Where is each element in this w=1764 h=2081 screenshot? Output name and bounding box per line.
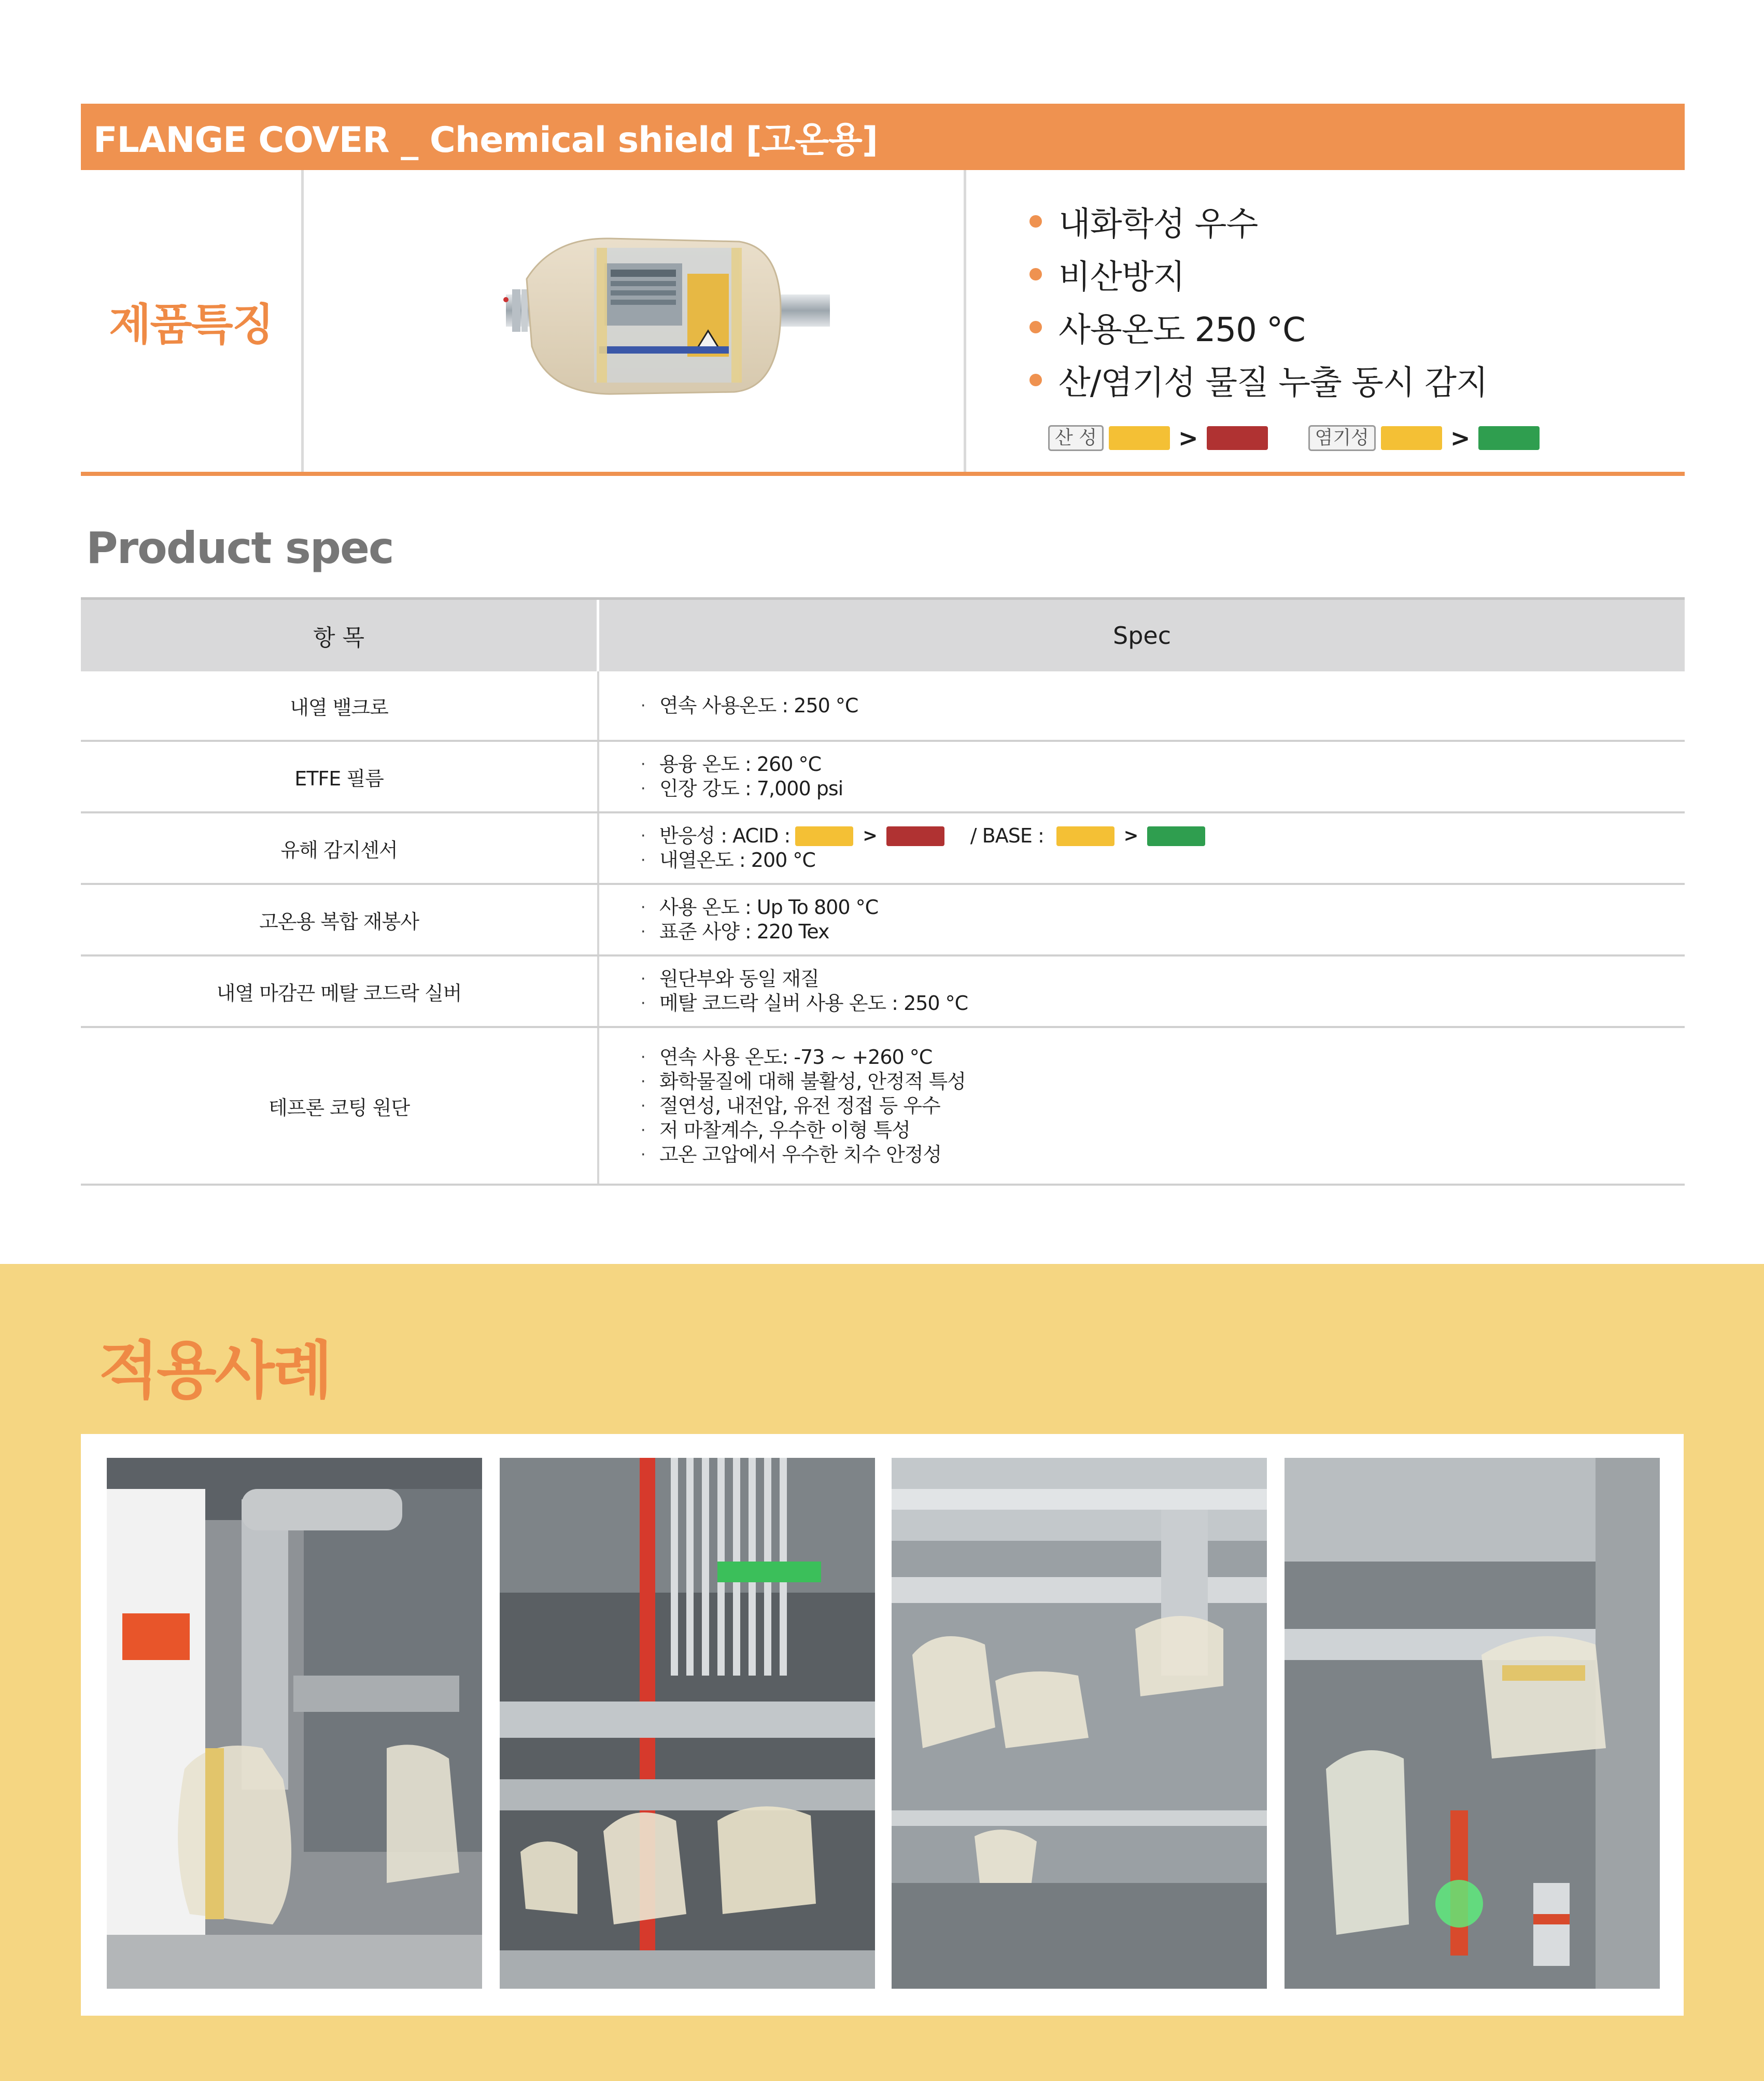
spec-text: 화학물질에 대해 불활성, 안정적 특성 bbox=[659, 1070, 966, 1093]
table-row bbox=[81, 885, 1685, 957]
table-header bbox=[81, 597, 1685, 671]
yellow-swatch bbox=[1109, 426, 1170, 450]
spec-line bbox=[641, 1143, 1685, 1167]
spec-cell bbox=[599, 885, 1685, 954]
spec-line bbox=[641, 1094, 1685, 1118]
table-row bbox=[81, 742, 1685, 813]
green-swatch bbox=[1147, 826, 1205, 846]
spec-line bbox=[641, 1045, 1685, 1070]
spec-text: 원단부와 동일 재질 bbox=[659, 967, 819, 990]
spec-text: 저 마찰계수, 우수한 이형 특성 bbox=[659, 1118, 910, 1142]
spec-line bbox=[641, 694, 1685, 718]
features-label: 제품특징 bbox=[109, 299, 273, 350]
arrow-icon: > bbox=[863, 825, 877, 846]
table-row bbox=[81, 813, 1685, 885]
case-photo-3 bbox=[892, 1458, 1267, 1989]
spec-line bbox=[641, 1118, 1685, 1143]
acid-tag: 산 성 bbox=[1048, 425, 1104, 451]
spec-line bbox=[641, 967, 1685, 991]
spec-line bbox=[641, 824, 1685, 848]
title-bar bbox=[81, 104, 1685, 170]
item-cell: 유해 감지센서 bbox=[81, 813, 599, 883]
spec-text: 고온 고압에서 우수한 치수 안정성 bbox=[659, 1143, 942, 1166]
bullet-icon bbox=[1029, 374, 1042, 386]
divider bbox=[301, 170, 304, 472]
photo-gallery bbox=[81, 1434, 1684, 2016]
spec-text: 사용 온도 : Up To 800 °C bbox=[659, 896, 879, 919]
yellow-swatch bbox=[1056, 826, 1114, 846]
arrow-icon: > bbox=[1123, 825, 1138, 846]
feature-text: 비산방지 bbox=[1059, 258, 1185, 297]
spec-table bbox=[81, 597, 1685, 1186]
bullet-icon: · bbox=[641, 780, 645, 798]
bullet-icon bbox=[1029, 321, 1042, 333]
bullet-icon: · bbox=[641, 923, 645, 941]
spec-text: 표준 사양 : 220 Tex bbox=[659, 920, 829, 943]
application-cases-section bbox=[0, 1264, 1764, 2081]
features-section bbox=[81, 170, 1685, 476]
item-cell: 테프론 코팅 원단 bbox=[81, 1028, 599, 1184]
green-swatch bbox=[1478, 426, 1540, 450]
item-cell: 내열 밸크로 bbox=[81, 671, 599, 740]
case-photo-2 bbox=[500, 1458, 875, 1989]
spec-line bbox=[641, 1070, 1685, 1094]
table-row bbox=[81, 671, 1685, 742]
cases-title: 적용사례 bbox=[98, 1335, 331, 1407]
feature-text: 내화학성 우수 bbox=[1059, 205, 1258, 244]
col-item-header: 항 목 bbox=[81, 600, 599, 671]
spec-cell bbox=[599, 671, 1685, 740]
feature-item bbox=[1029, 354, 1488, 406]
feature-item bbox=[1029, 248, 1488, 301]
feature-text: 산/염기성 물질 누출 동시 감지 bbox=[1059, 364, 1488, 402]
spec-line bbox=[641, 777, 1685, 801]
spec-line bbox=[641, 920, 1685, 944]
table-row bbox=[81, 957, 1685, 1028]
feature-item bbox=[1029, 301, 1488, 354]
arrow-icon: > bbox=[1450, 424, 1471, 452]
bullet-icon: · bbox=[641, 970, 645, 988]
red-swatch bbox=[886, 826, 944, 846]
spec-cell bbox=[599, 813, 1685, 883]
bullet-icon: · bbox=[641, 1121, 645, 1140]
spec-text: 반응성 : ACID : bbox=[659, 824, 791, 847]
bullet-icon: · bbox=[641, 755, 645, 774]
feature-list bbox=[1029, 195, 1488, 406]
divider bbox=[964, 170, 966, 472]
spec-text: 내열온도 : 200 °C bbox=[659, 849, 815, 871]
bullet-icon bbox=[1029, 268, 1042, 280]
page-title: FLANGE COVER _ Chemical shield [고온용] bbox=[93, 119, 878, 161]
spec-cell bbox=[599, 957, 1685, 1026]
feature-text: 사용온도 250 °C bbox=[1059, 311, 1305, 349]
col-spec-header: Spec bbox=[1113, 622, 1171, 650]
case-photo-4 bbox=[1285, 1458, 1660, 1989]
bullet-icon: · bbox=[641, 851, 645, 869]
feature-item bbox=[1029, 195, 1488, 248]
bullet-icon: · bbox=[641, 827, 645, 845]
red-swatch bbox=[1207, 426, 1268, 450]
bullet-icon: · bbox=[641, 1145, 645, 1164]
spec-cell bbox=[599, 1028, 1685, 1184]
base-tag: 염기성 bbox=[1308, 425, 1376, 451]
bullet-icon: · bbox=[641, 1048, 645, 1066]
spec-heading: Product spec bbox=[86, 523, 393, 573]
spec-line bbox=[641, 991, 1685, 1016]
spec-text: 메탈 코드락 실버 사용 온도 : 250 °C bbox=[659, 992, 968, 1015]
spec-line bbox=[641, 752, 1685, 777]
base-label: / BASE : bbox=[970, 824, 1044, 847]
spec-line bbox=[641, 895, 1685, 920]
product-image bbox=[490, 217, 853, 419]
spec-text: 연속 사용 온도: -73 ~ +260 °C bbox=[659, 1045, 933, 1068]
spec-line bbox=[641, 848, 1685, 873]
spec-text: 절연성, 내전압, 유전 정접 등 우수 bbox=[659, 1094, 940, 1117]
color-change-legend bbox=[1048, 424, 1540, 452]
spec-text: 용융 온도 : 260 °C bbox=[659, 753, 822, 776]
bullet-icon: · bbox=[641, 1072, 645, 1091]
bullet-icon: · bbox=[641, 696, 645, 715]
spec-text: 인장 강도 : 7,000 psi bbox=[659, 777, 843, 800]
item-cell: ETFE 필름 bbox=[81, 742, 599, 811]
item-cell: 고온용 복합 재봉사 bbox=[81, 885, 599, 954]
table-row bbox=[81, 1028, 1685, 1186]
arrow-icon: > bbox=[1178, 424, 1198, 452]
spec-text: 연속 사용온도 : 250 °C bbox=[659, 694, 858, 717]
case-photo-1 bbox=[107, 1458, 482, 1989]
yellow-swatch bbox=[795, 826, 853, 846]
bullet-icon: · bbox=[641, 898, 645, 917]
item-cell: 내열 마감끈 메탈 코드락 실버 bbox=[81, 957, 599, 1026]
bullet-icon: · bbox=[641, 1096, 645, 1115]
spec-cell bbox=[599, 742, 1685, 811]
bullet-icon: · bbox=[641, 994, 645, 1013]
yellow-swatch bbox=[1381, 426, 1442, 450]
bullet-icon bbox=[1029, 215, 1042, 228]
